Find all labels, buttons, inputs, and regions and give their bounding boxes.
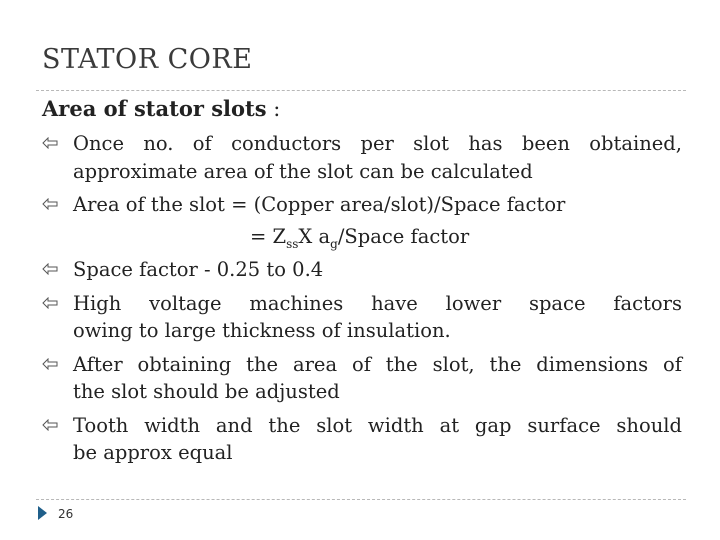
section-heading-text: Area of stator slots [42, 96, 267, 121]
page-number: 26 [58, 507, 74, 521]
footer-divider [36, 499, 686, 500]
bullet-text-line1: Tooth width and the slot width at gap surface should [73, 413, 682, 437]
formula-subscript-ss: ss [286, 236, 299, 251]
bullet-text-line1: High voltage machines have lower space factors [73, 291, 682, 315]
bullet-text-line2: the slot should be adjusted [73, 380, 340, 403]
bullet-item [42, 412, 682, 467]
formula-line [42, 223, 682, 251]
bullet-list [42, 130, 682, 473]
hollow-left-arrow-icon [42, 198, 58, 210]
formula-prefix: = Z [250, 224, 287, 248]
bullet-text-line2: approximate area of the slot can be calculated [73, 159, 533, 183]
hollow-left-arrow-icon [42, 358, 58, 370]
bullet-text-line2: be approx equal [73, 441, 233, 464]
formula-mid: X a [298, 224, 331, 248]
section-heading [42, 96, 280, 121]
hollow-left-arrow-icon [42, 419, 58, 431]
formula-subscript-g: g [330, 236, 338, 251]
bullet-item [42, 191, 682, 219]
hollow-left-arrow-icon [42, 263, 58, 275]
page-marker-triangle-icon [38, 506, 47, 520]
title-divider [36, 90, 686, 91]
hollow-left-arrow-icon [42, 297, 58, 309]
bullet-item [42, 351, 682, 406]
bullet-item [42, 256, 682, 284]
slide-title: STATOR CORE [42, 44, 253, 75]
formula-suffix: /Space factor [337, 224, 470, 248]
bullet-text-line1: Space factor - 0.25 to 0.4 [73, 258, 324, 281]
bullet-item [42, 290, 682, 345]
section-heading-suffix: : [266, 97, 281, 121]
bullet-item [42, 130, 682, 185]
bullet-text-line1: Once no. of conductors per slot has been obtained, [73, 132, 682, 155]
bullet-text-line1: Area of the slot = (Copper area/slot)/Space factor [73, 193, 566, 216]
bullet-text-line2: owing to large thickness of insulation. [73, 319, 451, 342]
bullet-text-line1: After obtaining the area of the slot, the dimensions of [73, 352, 682, 376]
hollow-left-arrow-icon [42, 137, 58, 149]
